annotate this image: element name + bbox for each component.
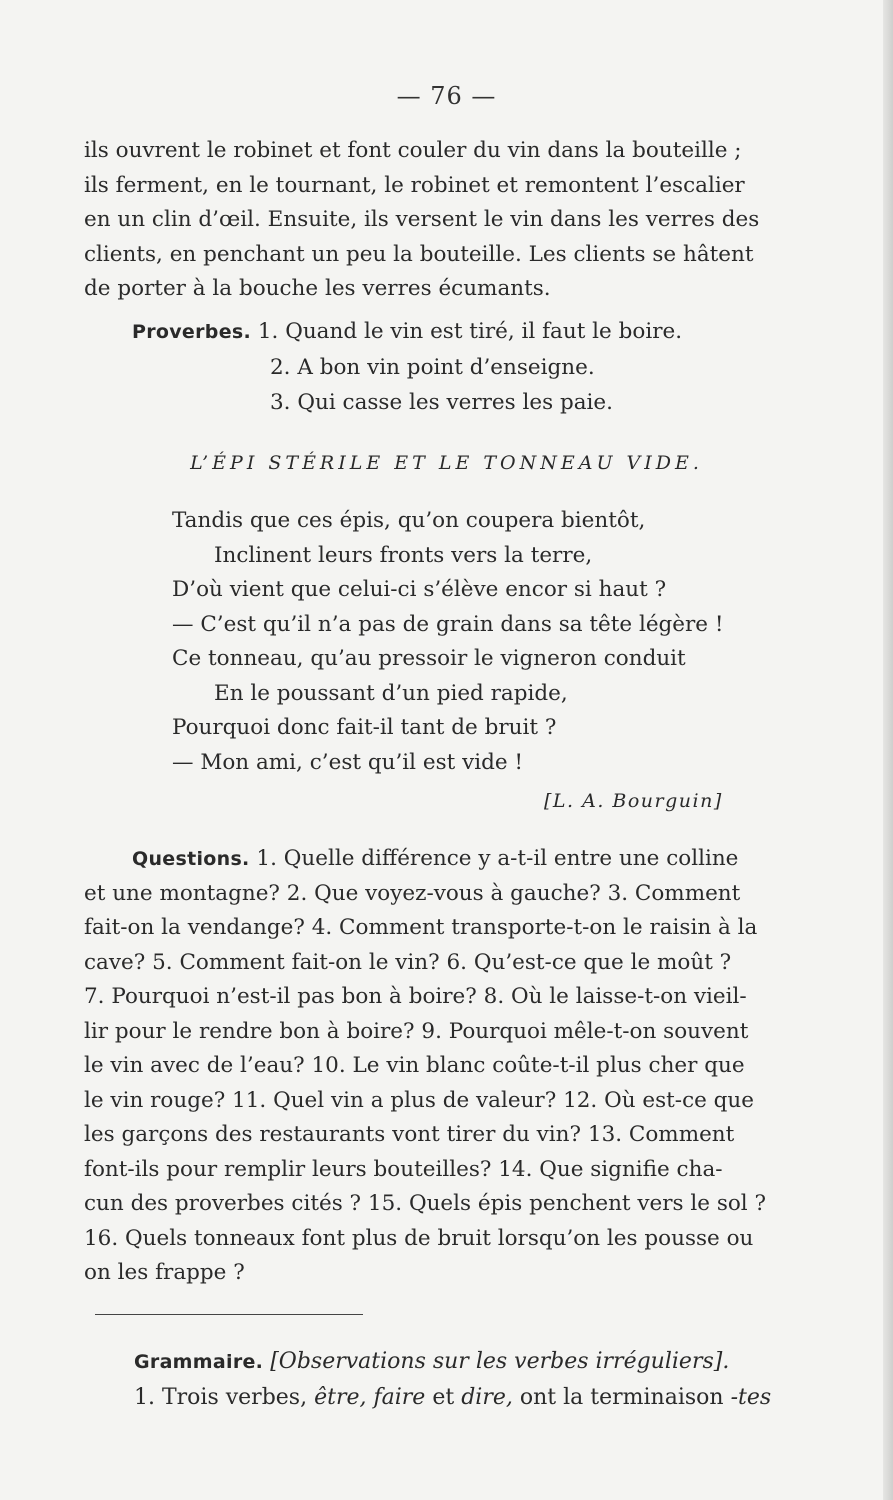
page-edge	[883, 0, 893, 1500]
grammar-label: Grammaire.	[134, 1351, 264, 1373]
questions-line: 7. Pourquoi n’est-il pas bon à boire? 8. Où le laisse-t-on vieil-	[84, 984, 747, 1009]
questions-line: 16. Quels tonneaux font plus de bruit lorsqu’on les pousse ou	[84, 1225, 754, 1251]
grammar-line	[134, 1380, 771, 1416]
page-number: — 76 —	[396, 82, 497, 110]
grammar-subtitle: [Observations sur les verbes irréguliers].	[270, 1349, 730, 1374]
poem-verse: — C’est qu’il n’a pas de grain dans sa tête légère !	[172, 611, 724, 637]
questions-label: Questions.	[132, 848, 250, 870]
questions-line: le vin rouge? 11. Quel vin a plus de valeur? 12. Où est-ce que	[84, 1087, 754, 1113]
questions-line: cave? 5. Comment fait-on le vin? 6. Qu’est-ce que le moût ?	[84, 949, 732, 975]
poem-verse: Pourquoi donc fait-il tant de bruit ?	[172, 715, 557, 740]
grammar-text-end: ont la terminaison	[519, 1385, 724, 1410]
questions-line: les garçons des restaurants vont tirer du vin? 13. Comment	[84, 1122, 735, 1147]
poem-verse: Inclinent leurs fronts vers la terre,	[214, 542, 593, 568]
proverbs-label: Proverbes.	[132, 321, 252, 343]
questions-line	[84, 842, 862, 877]
questions-line: font-ils pour remplir leurs bouteilles? 14. Que signifie cha-	[84, 1156, 723, 1182]
paragraph-line: en un clin d’œil. Ensuite, ils versent le vin dans les verres des	[84, 207, 760, 232]
poem-verse: Tandis que ces épis, qu’on coupera bientôt,	[172, 508, 646, 533]
paragraph-line: ils ouvrent le robinet et font couler du vin dans la bouteille ;	[84, 138, 742, 163]
grammar-text: 1. Trois verbes,	[134, 1385, 308, 1410]
paragraph-line: de porter à la bouche les verres écumants.	[84, 276, 551, 301]
poem	[172, 504, 724, 780]
grammar-conjunction: et	[432, 1385, 455, 1410]
poem-verse: — Mon ami, c’est qu’il est vide !	[172, 749, 524, 775]
questions-line: lir pour le rendre bon à boire? 9. Pourquoi mêle-t-on souvent	[84, 1018, 749, 1044]
verb-dire: dire,	[461, 1385, 513, 1410]
paragraph-line: clients, en penchant un peu la bouteille. Les clients se hâtent	[84, 241, 754, 267]
paragraph-line: ils ferment, en le tournant, le robinet et remontent l’escalier	[84, 172, 745, 198]
verb-faire: faire	[373, 1385, 426, 1410]
verb-ending: -tes	[730, 1385, 772, 1410]
questions-line: fait-on la vendange? 4. Comment transporte-t-on le raisin à la	[84, 915, 758, 940]
questions-line: cun des proverbes cités ? 15. Quels épis penchent vers le sol ?	[84, 1191, 767, 1216]
proverb-item: 2. A bon vin point d’enseigne.	[270, 355, 595, 380]
proverb-item	[132, 314, 682, 350]
grammar-heading	[134, 1344, 729, 1380]
proverb-item: 3. Qui casse les verres les paie.	[270, 390, 613, 415]
questions-block	[84, 842, 862, 1291]
poem-verse: Ce tonneau, qu’au pressoir le vigneron conduit	[172, 646, 686, 671]
poem-author: [L. A. Bourguin]	[544, 790, 723, 812]
poem-verse: D’où vient que celui-ci s’élève encor si haut ?	[172, 577, 667, 602]
questions-line: on les frappe ?	[84, 1260, 245, 1285]
proverbs-block	[132, 314, 682, 420]
poem-title: L’ÉPI STÉRILE ET LE TONNEAU VIDE.	[190, 452, 703, 474]
section-divider	[95, 1314, 363, 1315]
questions-text: 1. Quelle différence y a-t-il entre une colline	[256, 846, 739, 871]
poem-verse: En le poussant d’un pied rapide,	[214, 680, 568, 706]
verb-etre: être,	[314, 1385, 367, 1410]
proverb-text: 1. Quand le vin est tiré, il faut le boire.	[257, 319, 683, 344]
paragraph-1	[84, 134, 862, 307]
questions-line: le vin avec de l’eau? 10. Le vin blanc coûte-t-il plus cher que	[84, 1053, 745, 1078]
questions-line: et une montagne? 2. Que voyez-vous à gauche? 3. Comment	[84, 880, 741, 906]
